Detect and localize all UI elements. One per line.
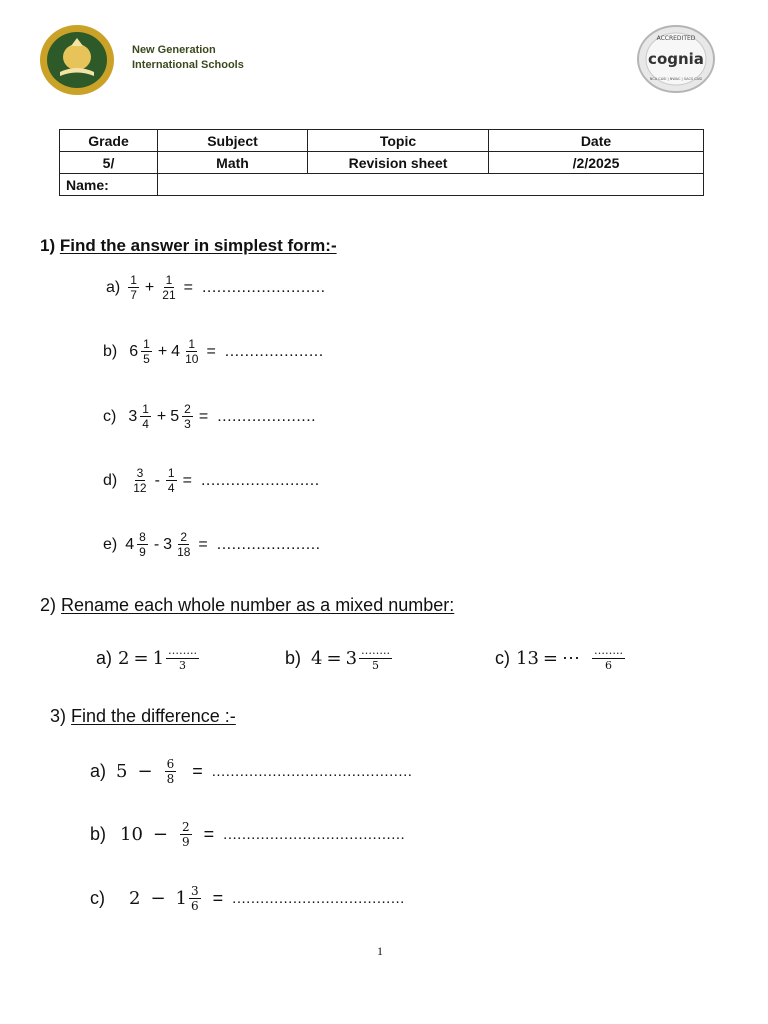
answer-blank[interactable]: ..................................... bbox=[232, 890, 405, 907]
numerator-blank[interactable]: …….. bbox=[594, 644, 623, 657]
q3-title: Find the difference :- bbox=[71, 706, 236, 726]
school-name-line2: International Schools bbox=[132, 59, 244, 71]
fraction: $\frac{2}{9}$ bbox=[182, 820, 190, 849]
item-label: c) bbox=[90, 888, 105, 908]
accreditor-small-text: NCA CASI | NWAC | SACS CASI bbox=[649, 77, 703, 81]
fraction: $\frac{1}{7}$ bbox=[130, 273, 137, 302]
whole-number: 2 bbox=[118, 648, 130, 669]
item-label: b) bbox=[285, 648, 302, 668]
q2-item-a: a) 2 = 1 $\frac{\dots\dots..}{3}$ bbox=[96, 644, 198, 672]
answer-blank[interactable]: ........................ bbox=[200, 471, 320, 489]
whole-number: 4 bbox=[311, 648, 323, 669]
answer-blank[interactable]: ........................................... bbox=[211, 763, 413, 780]
school-name bbox=[132, 43, 244, 73]
info-value-row bbox=[60, 152, 704, 174]
fraction bbox=[166, 644, 199, 673]
date-value[interactable]: /2/2025 bbox=[489, 152, 704, 174]
mixed-whole: 1 bbox=[152, 648, 165, 669]
school-name-line1: New Generation bbox=[132, 44, 216, 56]
q1-item-c: c) 3 $\frac{1}{4}$ + 5 $\frac{2}{3}$ = .................... bbox=[103, 402, 317, 431]
q1-item-e: e) 4 $\frac{8}{9}$ - 3 $\frac{2}{18}$ = ..................... bbox=[103, 530, 321, 559]
item-label: c) bbox=[103, 407, 117, 425]
item-label: a) bbox=[90, 761, 107, 781]
whole-number: 13 bbox=[516, 648, 539, 669]
subject-value: Math bbox=[158, 152, 308, 174]
accredited-label: ACCREDITED bbox=[656, 35, 696, 42]
q3-item-b: b) 10 − $\frac{2}{9}$ = ....................................... bbox=[90, 820, 406, 849]
name-field[interactable] bbox=[158, 174, 704, 196]
fraction: $\frac{1}{4}$ bbox=[142, 402, 149, 431]
q3-item-a: a) 5 − $\frac{6}{8}$ = ........................................... bbox=[90, 757, 413, 786]
denominator: 6 bbox=[605, 659, 612, 672]
topic-header: Topic bbox=[308, 130, 489, 152]
fraction bbox=[592, 644, 625, 673]
q1-number: 1) bbox=[40, 236, 56, 255]
q3-number: 3) bbox=[50, 706, 67, 726]
fraction: $\frac{1}{10}$ bbox=[185, 337, 199, 366]
numerator-blank[interactable]: …….. bbox=[168, 644, 198, 657]
fraction: $\frac{1}{21}$ bbox=[162, 273, 176, 302]
q1-item-b: b) 6 $\frac{1}{5}$ + 4 $\frac{1}{10}$ = .................... bbox=[103, 337, 324, 366]
q2-heading bbox=[40, 595, 454, 616]
q2-item-b: b) 4 = 3 $\frac{\dots\dots..}{5}$ bbox=[285, 644, 391, 672]
denominator: 3 bbox=[179, 659, 187, 672]
fraction: $\frac{1}{4}$ bbox=[167, 466, 175, 495]
fraction: $\frac{8}{9}$ bbox=[139, 530, 146, 559]
answer-blank[interactable]: ....................................... bbox=[223, 826, 406, 843]
answer-blank[interactable]: .................... bbox=[217, 407, 317, 425]
name-label: Name: bbox=[60, 174, 158, 196]
q1-item-a: a) $\frac{1}{7}$ + $\frac{1}{21}$ = ......................... bbox=[106, 273, 326, 302]
grade-header: Grade bbox=[60, 130, 158, 152]
topic-value: Revision sheet bbox=[308, 152, 489, 174]
page-number: 1 bbox=[377, 944, 383, 958]
item-label: a) bbox=[106, 278, 121, 296]
numerator-blank[interactable]: …….. bbox=[361, 644, 391, 657]
fraction: $\frac{1}{5}$ bbox=[143, 337, 150, 366]
cognia-accreditation-seal bbox=[636, 24, 716, 94]
mixed-whole: 3 bbox=[345, 648, 358, 669]
q2-title: Rename each whole number as a mixed number: bbox=[61, 595, 455, 615]
school-logo bbox=[38, 24, 116, 96]
accreditor-name: cognia bbox=[648, 50, 704, 68]
q1-title: Find the answer in simplest form:- bbox=[59, 236, 337, 255]
item-label: b) bbox=[103, 342, 118, 360]
q1-heading bbox=[40, 236, 337, 256]
subject-header: Subject bbox=[158, 130, 308, 152]
fraction: $\frac{6}{8}$ bbox=[166, 757, 175, 786]
item-label: a) bbox=[96, 648, 113, 668]
fraction: $\frac{2}{3}$ bbox=[184, 402, 191, 431]
date-header: Date bbox=[489, 130, 704, 152]
q3-item-c: c) 2 − 1 $\frac{3}{6}$ = ..................................... bbox=[90, 884, 405, 913]
name-row bbox=[60, 174, 704, 196]
answer-blank[interactable]: .................... bbox=[224, 342, 324, 360]
q2-item-c: c) 13 = ⋯ $\frac{\dots\dots..}{6}$ bbox=[495, 644, 623, 672]
item-label: c) bbox=[495, 648, 510, 668]
fraction: $\frac{3}{6}$ bbox=[191, 884, 199, 913]
fraction: $\frac{3}{12}$ bbox=[133, 466, 147, 495]
grade-value[interactable]: 5/ bbox=[60, 152, 158, 174]
item-label: d) bbox=[103, 471, 118, 489]
info-table bbox=[59, 129, 704, 196]
q3-heading bbox=[50, 706, 236, 727]
info-header-row bbox=[60, 130, 704, 152]
item-label: e) bbox=[103, 535, 118, 553]
q2-number: 2) bbox=[40, 595, 57, 615]
q1-item-d: d) $\frac{3}{12}$ - $\frac{1}{4}$ = ........................ bbox=[103, 466, 320, 495]
answer-blank[interactable]: ..................... bbox=[216, 535, 321, 553]
fraction bbox=[359, 644, 392, 673]
denominator: 5 bbox=[372, 659, 380, 672]
answer-blank[interactable]: ......................... bbox=[201, 278, 326, 296]
item-label: b) bbox=[90, 824, 107, 844]
mixed-whole-blank[interactable]: ⋯ bbox=[562, 648, 580, 669]
fraction: $\frac{2}{18}$ bbox=[177, 530, 191, 559]
